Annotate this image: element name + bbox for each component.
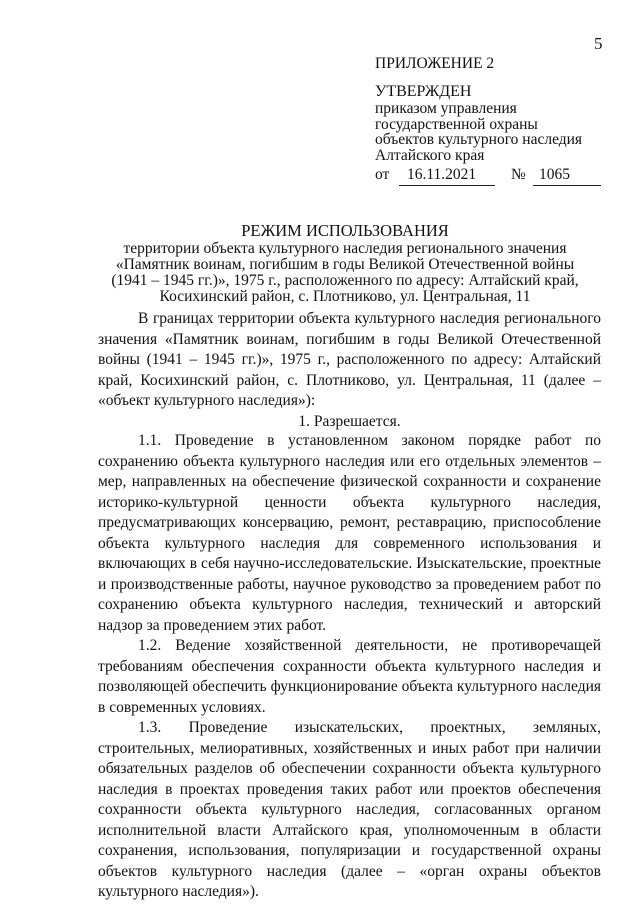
order-line: Алтайского края [375, 146, 485, 164]
appendix-label: ПРИЛОЖЕНИЕ 2 [375, 55, 495, 72]
subtitle-line: Косихинский район, с. Плотниково, ул. Центральная, 11 [159, 288, 531, 305]
page-number: 5 [594, 34, 603, 53]
intro-block [98, 309, 601, 412]
section-heading: 1. Разрешается. [298, 413, 401, 430]
order-line: государственной охраны [375, 115, 538, 133]
order-line: приказом управления [375, 100, 517, 117]
document-title: РЕЖИМ ИСПОЛЬЗОВАНИЯ [241, 221, 449, 240]
order-number: 1065 [533, 165, 601, 186]
item-1-3: 1.3. Проведение изыскательских, проектных, земляных, строительных, мелиоративных, хозяйственных и иных работ при наличии обязательных разделов об обеспечении сохранности объекта культурного наследия в проектах проведения таких работ или проектов обеспечения сохранности объекта культурного наследия, согласованных органом исполнительной власти Алтайского края, уполномоченным в области сохранения, использования, популяризации и государственной охраны объектов культурного наследия (далее – «орган охраны объектов культурного наследия»). [98, 719, 601, 900]
subtitle-line: (1941 – 1945 гг.)», 1975 г., расположенного по адресу: Алтайский край, [111, 272, 579, 289]
subtitle-line: территории объекта культурного наследия регионального значения [123, 240, 567, 257]
approval-block [375, 54, 615, 187]
document-heading [98, 221, 592, 305]
subtitle-line: «Памятник воинам, погибшим в годы Великой Отечественной войны [115, 256, 575, 273]
item-1-1: 1.1. Проведение в установленном законом порядке работ по сохранению объекта культурного наследия или его отдельных элементов – мер, направленных на обеспечение физической сохранности и сохранение историко-культурной ценности объекта культурного наследия, предусматривающих консервацию, ремонт, реставрацию, приспособление объекта культурного наследия для современного использования и включающих в себя научно-исследовательские. Изыскательские, проектные и производственные работы, научное руководство за проведением работ по сохранению объекта культурного наследия, технический и авторский надзор за проведением этих работ. [98, 432, 601, 634]
section-1-body [98, 431, 601, 903]
intro-paragraph: В границах территории объекта культурного наследия регионального значения «Памятник воинам, погибшим в годы Великой Отечественной войны (1941 – 1945 гг.)», 1975 г., расположенного по адресу: Алтайский край, Косихинский район, с. Плотниково, ул. Центральная, 11 (далее – «объект культурного наследия»): [98, 310, 601, 409]
item-1-2: 1.2. Ведение хозяйственной деятельности, не противоречащей требованиям обеспечения сохранности объекта культурного наследия и позволяющей обеспечить функционирование объекта культурного наследия в современных условиях. [98, 637, 601, 716]
order-date-number-row [375, 165, 615, 187]
number-sign: № [511, 166, 526, 183]
date-prefix: от [375, 166, 390, 183]
order-line: объектов культурного наследия [375, 131, 583, 148]
approved-label: УТВЕРЖДЕН [375, 83, 472, 100]
order-date: 16.11.2021 [399, 165, 495, 186]
